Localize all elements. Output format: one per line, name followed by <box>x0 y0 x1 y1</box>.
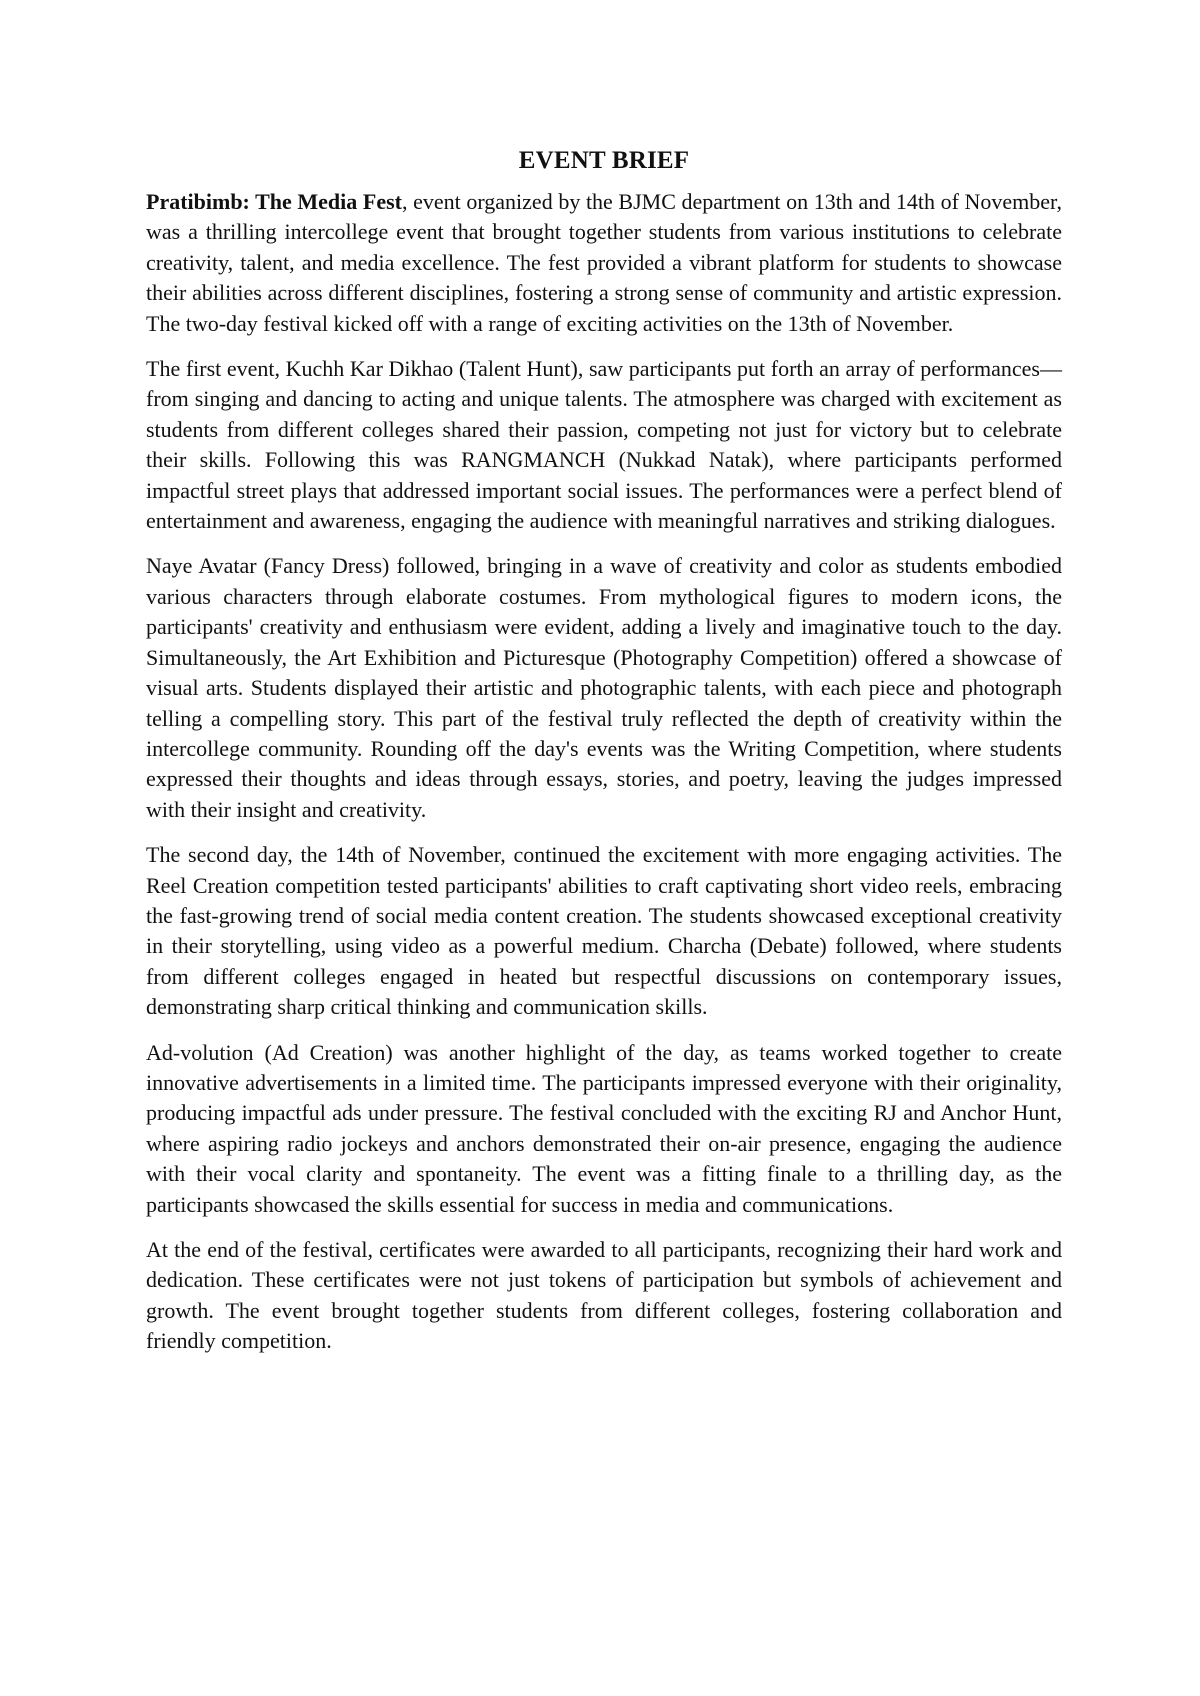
paragraph-day-two-finale: Ad-volution (Ad Creation) was another highlight of the day, as teams worked together to create innovative advertisements in a limited time. The participants impressed everyone with their originality, producing impactful ads under pressure. The festival concluded with the exciting RJ and Anchor Hunt, where aspiring radio jockeys and anchors demonstrated their on-air presence, engaging the audience with their vocal clarity and spontaneity. The event was a fitting finale to a thrilling day, as the participants showcased the skills essential for success in media and communications. <box>146 1039 1062 1217</box>
paragraph-day-two-events: The second day, the 14th of November, continued the excitement with more engaging activities. The Reel Creation competition tested participants' abilities to craft captivating short video reels, embracing the fast-growing trend of social media content creation. The students showcased exceptional creativity in their storytelling, using video as a powerful medium. Charcha (Debate) followed, where students from different colleges engaged in heated but respectful discussions on contemporary issues, demonstrating sharp critical thinking and communication skills. <box>146 842 1062 1020</box>
paragraph-day-one-events: The first event, Kuchh Kar Dikhao (Talent Hunt), saw participants put forth an array of performances—from singing and dancing to acting and unique talents. The atmosphere was charged with excitement as students from different colleges shared their passion, competing not just for victory but to celebrate their skills. Following this was RANGMANCH (Nukkad Natak), where participants performed impactful street plays that addressed important social issues. The performances were a perfect blend of entertainment and awareness, engaging the audience with meaningful narratives and striking dialogues. <box>146 356 1062 534</box>
document-body <box>146 146 1062 1372</box>
document-title: EVENT BRIEF <box>518 147 690 174</box>
paragraph-conclusion: At the end of the festival, certificates were awarded to all participants, recognizing their hard work and dedication. These certificates were not just tokens of participation but symbols of achievement and growth. The event brought together students from different colleges, fostering collaboration and friendly competition. <box>146 1237 1062 1354</box>
paragraph-day-one-arts: Naye Avatar (Fancy Dress) followed, bringing in a wave of creativity and color as students embodied various characters through elaborate costumes. From mythological figures to modern icons, the participants' creativity and enthusiasm were evident, adding a lively and imaginative touch to the day. Simultaneously, the Art Exhibition and Picturesque (Photography Competition) offered a showcase of visual arts. Students displayed their artistic and photographic talents, with each piece and photograph telling a compelling story. This part of the festival truly reflected the depth of creativity within the intercollege community. Rounding off the day's events was the Writing Competition, where students expressed their thoughts and ideas through essays, stories, and poetry, leaving the judges impressed with their insight and creativity. <box>146 553 1062 822</box>
intro-text: , event organized by the BJMC department on 13th and 14th of November, was a thrilling intercollege event that brought together students from various institutions to celebrate creativity, talent, and media excellence. The fest provided a vibrant platform for students to showcase their abilities across different disciplines, fostering a strong sense of community and artistic expression. The two-day festival kicked off with a range of exciting activities on the 13th of November. <box>146 189 1062 336</box>
intro-paragraph <box>146 187 1062 339</box>
fest-name: Pratibimb: The Media Fest <box>146 189 402 214</box>
